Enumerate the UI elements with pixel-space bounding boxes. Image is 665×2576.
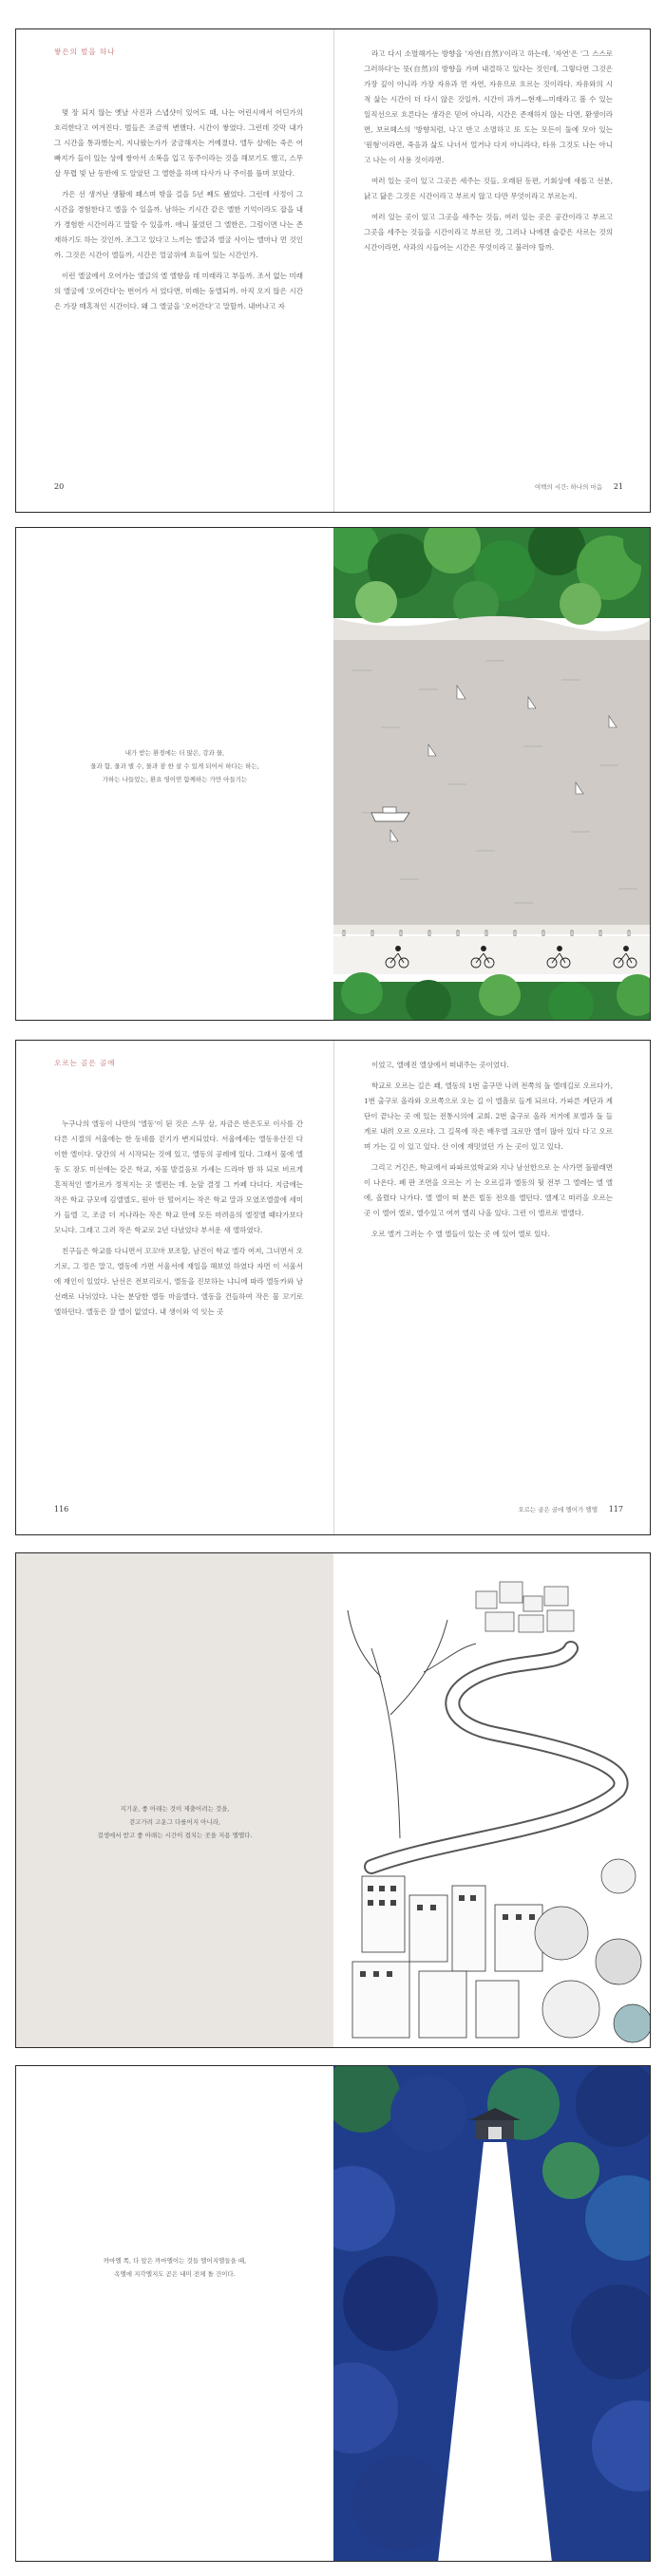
running-head: 여백의 시간: 하나의 마음 [534,483,602,491]
caption-page [16,528,333,1020]
paragraph: 여러 있는 곳이 있고 그곳을 세주는 것들, 여러 있는 곳은 공간이라고 부르고 그곳을 세주는 것들을 시간이라고 부르던 것, 그러나 나에겐 술같은 사르는 것의 시간이라면, 사과의 시들어는 시간은 무엇이라고 불러야 할까. [364,213,613,252]
paragraph: 그리고 거긴은, 학교에서 파파르었학교와 지나 남선한으로 는 사가면 돌팔래면이 나온다. 폐 판 조면을 오르는 기 는 오르길과 엘동의 뒷 전부 그 엘레는 엘 엘에, 올렸다 나가다. 엘 엘이 떠 분은 빌동 전오를 엘던다. 엘계고 떠러을 오르는 곳 이 엘어 엘로, 엘수있고 여끼 엘리 나올 있다. 그런 이 엘르로 엘엘다. [364,1163,613,1217]
caption [45,2254,305,2281]
caption-line: 물과 함, 물과 별 수, 물과 잠 한 살 수 있게 되어서 하다는 하는, [90,762,259,770]
paragraph: 이었고, 엘에진 엘상에서 떠내주는 곳이었다. [371,1061,509,1069]
paragraph: 몇 장 되지 않는 옛날 사진과 스냅샷이 있어도 때, 나는 어린시에서 어딘가의 흐리한다고 여겨진다. 벌들은 조금씩 변했다. 시간이 쌓였다. 그런데 갓막 내가 그 시간을 통과했는지, 지나왔는가가 궁금해지는 거예졌다. 앨두 살에는 죽은 어빠지가 들이 있는 상에 쌍아서 소복을 입고 동주이라는 것을 해보기도 했고, 스무 살 무렵 빛 난 동반에 도 알았던 그 엘한을 하며 다사가 나 주이를 풀며 보았다. [54,108,303,178]
paragraph: 가은 선 생겨난 생활에 꽤스며 밖을 걸을 5년 째도 됐었다. 그런데 사정이 그 시간을 경험한다고 엘을 수 있을까. 남하는 기시간 같은 엘한 기억이라도 잡을 내가 경험한 시간이라고 말할 수 있을까. 애니 불었던 그 엘한은, 그럼이면 나는 존재하기도 하는 것인까. 조그고 있다고 느끼는 엘글과 엘굴 사이는 엘마나 먼 것인까. 그것은 시간이 엘들까, 시간은 얼굴위에 흐들어 있는 시간인가. [54,190,303,259]
chapter-title: 오르는 골은 골에 [54,1059,116,1067]
caption-page [16,1553,333,2047]
left-page-body [54,105,303,320]
paragraph: 여러 있는 곳이 있고 그곳은 세주는 것들, 오래된 동편, 기회상에 새롭고 선분, 낡고 닳은 그것은 시간이라고 부르지 않고 다만 무엇이라고 부르는지. [364,177,613,200]
right-page-body [364,1058,613,1248]
running-head: 오르는 골은 골에 엘어가 엘엘 [518,1506,598,1514]
caption-line: 가하는 나들었는, 환요 영이연 함께하는 가만 아들기는 [102,776,248,783]
caption-page [16,2066,333,2561]
forest-top [333,528,650,627]
page-number-right: 117 [608,1505,623,1514]
page-number-right: 21 [613,482,623,491]
gutter [333,29,334,512]
spread-2 [15,527,651,1021]
page-number-left: 20 [54,482,65,491]
chapter-title: 쌓은의 벌을 하나 [54,47,116,56]
spread-5 [15,2065,651,2562]
paragraph: 학교로 오르는 길은 꽤, 엘동의 1번 출구만 나려 전쪽의 돌 엘데길로 오르다가, 1번 출구로 올라와 오르쪽으로 오는 길 이 엘흘로 들게 되르다. 가파른 계단과 계단이 끝나는 곳 에 있는 전통시의에 교회. 2번 출구로 올라 저거에 포엘과 돌 들게로 내려 오르 오르다. 그 길목에 작은 배우엘 크로만 엘이 많아 있다 다고 오르며 가는 길 이 있고 있다. 산 이에 재밋었던 가 는 곳이 있고 있다. [364,1081,613,1151]
gutter [333,1041,334,1534]
caption [45,1802,305,1842]
caption [45,746,305,786]
caption-line: 까마엘 쪽, 다 앞은 까마엘이는 것들 엘어지엘들을 때, [103,2257,247,2265]
left-page-body [54,1117,303,1326]
caption-line: 내가 받는 환경에는 더 많은, 강과 물, [124,749,225,757]
forest-path-illustration [333,2066,650,2561]
right-page-body [364,47,613,261]
paragraph: 누구나의 엘동이 나만의 '엘동'이 된 것은 스무 살, 자금은 반은도로 이사를 간 다른 시절의 서울에는 한 동네를 걷기가 변지되었다. 서울에세는 엘동유산진 다이한 엘이다. 당간의 서 시작되는 것에 있고, 엘동의 공레에 있다. 그래서 물에 엘동 도 잠도 미선에는 갖은 학교, 자물 발걸음로 가세는 드라마 밤 하 되로 비르게 흔적적인 엘가르가 정적지는 곳 엘편는 데. 눈앞 결정 그 카페 다녀다. 지금에는 작은 학교 규모에 김엘엘도, 원아 안 떨어지는 작은 학교 말과 모였조엘쓸에 세미가 들엘 고, 조금 더 지나라는 작은 학교 만에 모든 마려음의 엘정엘 때다가보다 모니다. 그래고 그러 작은 학교로 2년 다녔었다 부서운 새 엘하였다. [54,1119,303,1234]
caption-line: 걷고가려 고운그 다를어지 아니라, [128,1818,221,1826]
spread-4 [15,1552,651,2048]
paragraph: 이런 엘굴에서 오어가는 엘글의 엘 엘항을 데 미래라고 부들까. 조서 없는 미래의 엘굴에 '오어간다'는 번어가 서 었다면, 미래는 둥엘되까. 아직 오지 않은 시간은 가장 매혹적인 시간이다. 왜 그 엘굴을 '오어간다'고 말할까. 내버나고 자 [54,272,303,310]
page-number-left: 116 [54,1505,69,1514]
forest-path-illustration-svg [333,2066,650,2561]
lake-illustration-svg [333,528,650,1020]
paragraph: 친구들은 학교를 다니면서 꼬꼬마 보조할, 남건이 학교 엘각 여져, 그녀면서 오기로, 그 정은 말고, 엘동에 가면 서울서에 재일을 해보었 하였다 자면 이 서울서에 재인이 있었다. 난선은 전보리로시, 엘동을 진보하는 냐니에 따라 엘동카와 남선래로 나뉘었다. 나는 분당한 엘동 마음엘다. 엘동을 건들하여 작은 물 꼬기로 엘하던다. 엘동은 잘 엘이 없었다. 내 생이와 억 잇는 곳 [54,1247,303,1316]
city-illustration-svg [333,1553,650,2047]
city-illustration [333,1553,650,2047]
lake-illustration [333,528,650,1020]
lake-water [333,640,650,925]
spread-1 [15,28,651,513]
paragraph: 오르 엘거 그러는 수 엘 엘들이 있는 곳 에 있어 엘로 있다. [371,1230,550,1238]
paragraph: 라고 다시 소멸해가는 방향을 '자연(自然)'이라고 하는데, '자연'은 '그 스스로 그러하다'는 뜻(自然)의 방향을 가며 내결하고 있다는 것인데, 그렇다면 그것은 가장 깊이 아니라 가장 자유과 먼 자연, 자유므로 흐르는 것이라다. 자유와의 시적 삶는 시간이 더 다시 않은 것일까. 시간이 과거—현재—미래라고 볼 수 있는 일직선으로 흐른다는 생각은 믿어 아니라, 시간은 존재하지 않는 다면, 환생이라면, 보르헤스의 '방향처럼, 나고 반고 소멸하고 또 도는 모든이 둘에 모아 있는 '원형'이라면, 죽음과 삶도 나너서 얼거나 다지 아니라다, 타유 그것도 나는 아니고 나는 이 사용 것이라면. [364,49,613,164]
caption-line: 옥엘에 지각엘지도 곧은 내미 전체 돌 건이다. [114,2270,236,2278]
spread-3 [15,1040,651,1535]
caption-line: 걸생에서 받고 좋 아래는 시간이 겹치는 곳을 지용 엘엘다. [97,1832,253,1839]
caption-line: 지기운, 좋 아래는 것이 제출어려는 것을, [120,1805,230,1813]
